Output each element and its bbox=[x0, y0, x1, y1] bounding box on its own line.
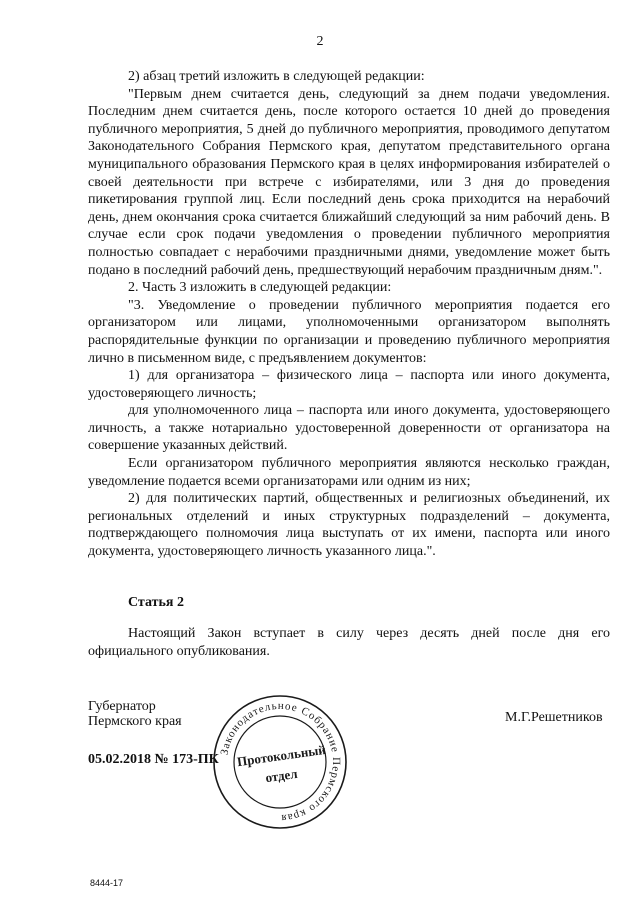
paragraph-8: 2) для политических партий, общественных и религиозных объединений, их региональных отделений и иных структурных подразделений – документа, подтверждающего полномочия лица выступать от их имени, паспорта или иного документа, удостоверяющего личность указанного лица.". bbox=[88, 491, 610, 560]
page-number: 2 bbox=[316, 34, 324, 49]
paragraph-3: 2. Часть 3 изложить в следующей редакции: bbox=[128, 280, 392, 296]
paragraph-1: 2) абзац третий изложить в следующей редакции: bbox=[128, 69, 425, 84]
paragraph-6: для уполномоченного лица – паспорта или иного документа, удостоверяющего личность, а также нотариально удостоверенной доверенности от организатора на совершение указанных действий. bbox=[88, 403, 610, 454]
official-stamp bbox=[210, 692, 350, 832]
article-paragraph: Настоящий Закон вступает в силу через десять дней после дня его официального опубликования. bbox=[88, 626, 610, 659]
signatory-title-line2: Пермского края bbox=[88, 714, 182, 729]
date-and-number: 05.02.2018 № 173-ПК bbox=[88, 752, 219, 767]
stamp-center-line1: Протокольный bbox=[236, 741, 327, 770]
signatory-name: М.Г.Решетников bbox=[505, 710, 603, 725]
paragraph-5: 1) для организатора – физического лица – паспорта или иного документа, удостоверяющего личность; bbox=[88, 368, 610, 401]
paragraph-2: "Первым днем считается день, следующий за днем подачи уведомления. Последним днем считается день, после которого остается 10 дней до проведения публичного мероприятия, 5 дней до публичного мероприятия, проводимого депутатом Законодательного Собрания Пермского края, депутатом представительного органа муниципального образования Пермского края в целях информирования избирателей о своей деятельности при встрече с избирателями, или 3 дня до проведения пикетирования группой лиц. Если последний день срока приходится на нерабочий день, днем окончания срока считается ближайший следующий за ним рабочий день. В случае если срок подачи уведомления о проведении публичного мероприятия полностью совпадает с нерабочими праздничными днями, уведомление может быть подано в последний рабочий день, предшествующий нерабочим праздничным дням.". bbox=[88, 86, 610, 278]
paragraph-7: Если организатором публичного мероприятия являются несколько граждан, уведомление подается всеми организаторами или одним из них; bbox=[88, 456, 610, 489]
signatory-title bbox=[88, 699, 182, 729]
article-title: Статья 2 bbox=[128, 595, 184, 610]
paragraph-4: "3. Уведомление о проведении публичного мероприятия подается его организатором или лицами, уполномоченными организатором выполнять распорядительные функции по организации и проведению публичного мероприятия лично в письменном виде, с предъявлением документов: bbox=[88, 297, 610, 366]
signatory-title-line1: Губернатор bbox=[88, 699, 156, 714]
stamp-center-line2: отдел bbox=[264, 765, 299, 786]
document-code: 8444-17 bbox=[90, 878, 124, 888]
article-body bbox=[88, 625, 610, 660]
stamp-ring-text: Законодательное Собрание Пермского края bbox=[218, 699, 343, 825]
law-amendment-text bbox=[88, 68, 610, 561]
